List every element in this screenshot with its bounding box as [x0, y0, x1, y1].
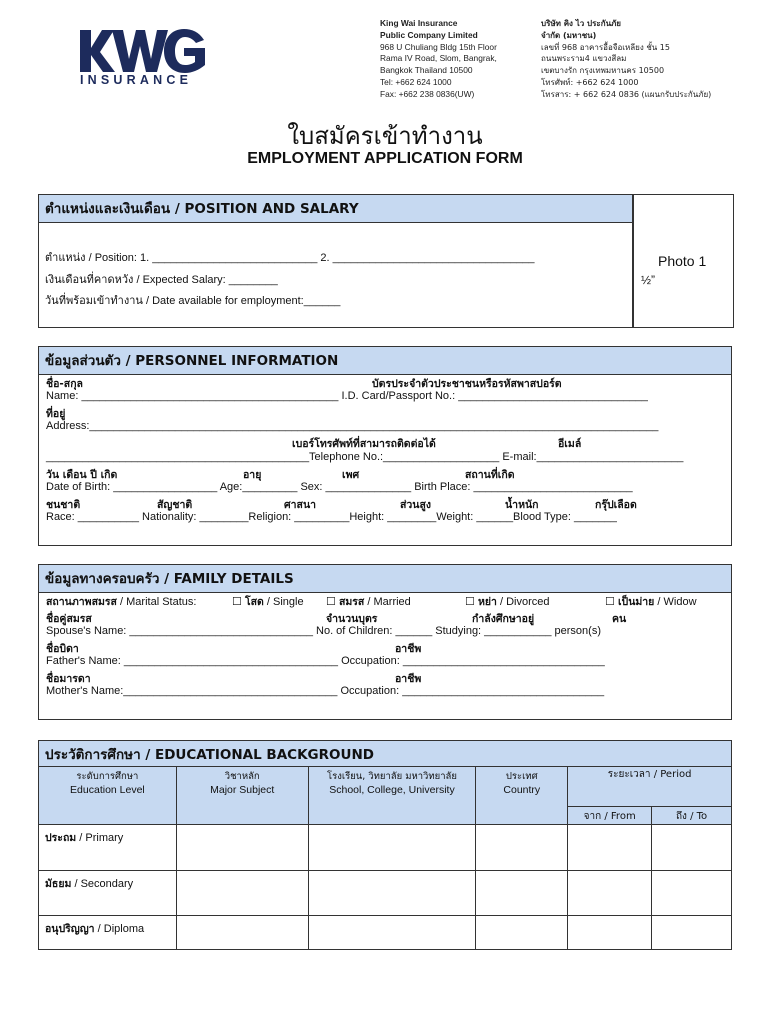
single-option[interactable]: ☐ โสด / Single: [232, 596, 304, 608]
telephone-email-field[interactable]: ___________________________________________Telephone No.:___________________ E-mail:________________________: [46, 451, 684, 463]
position-field[interactable]: ตำแหน่ง / Position: 1. ___________________________ 2. _________________________________: [45, 252, 535, 264]
married-option[interactable]: ☐ สมรส / Married: [326, 596, 411, 608]
label-th-email: อีเมล์: [558, 438, 582, 450]
cell-school[interactable]: [308, 916, 476, 950]
education-header: ประวัติการศึกษา / EDUCATIONAL BACKGROUND: [38, 740, 732, 767]
label-th-studying: กำลังศึกษาอยู่: [472, 613, 535, 625]
label-th-person: คน: [612, 613, 627, 625]
logo-text: INSURANCE: [80, 73, 193, 87]
education-table: [38, 766, 732, 950]
cell-from[interactable]: [568, 916, 652, 950]
cell-from[interactable]: [568, 825, 652, 871]
checkbox-icon[interactable]: ☐: [326, 596, 336, 608]
cell-school[interactable]: [308, 825, 476, 871]
cell-country[interactable]: [476, 825, 568, 871]
cell-country[interactable]: [476, 871, 568, 916]
cell-to[interactable]: [652, 825, 732, 871]
checkbox-icon[interactable]: ☐: [465, 596, 475, 608]
checkbox-icon[interactable]: ☐: [605, 596, 615, 608]
row-label-diploma: อนุปริญญา / Diploma: [39, 916, 177, 950]
form-title-en: EMPLOYMENT APPLICATION FORM: [247, 150, 523, 167]
personnel-header: ข้อมูลส่วนตัว / PERSONNEL INFORMATION: [38, 346, 732, 375]
family-header: ข้อมูลทางครอบครัว / FAMILY DETAILS: [38, 564, 732, 593]
photo-box[interactable]: [632, 194, 734, 328]
label-th-height: ส่วนสูง: [400, 499, 432, 511]
table-row: [39, 916, 732, 950]
label-th-spouse: ชื่อคู่สมรส: [46, 613, 92, 625]
col-to: ถึง / To: [652, 807, 732, 825]
table-row: [39, 825, 732, 871]
col-education-level: ระดับการศึกษา Education Level: [39, 767, 177, 825]
label-th-nationality: สัญชาติ: [157, 499, 193, 511]
photo-size: ½”: [641, 273, 656, 287]
cell-major[interactable]: [176, 916, 308, 950]
address-field[interactable]: Address:_____________________________________________________________________________________________: [46, 420, 659, 432]
company-address-en: King Wai Insurance Public Company Limited 968 U Chuliang Bldg 15th Floor Rama IV Road, Slom, Bangrak, Bangkok Thailand 10500 Tel: +662 624 1000 Fax: +662 238 0836(UW): [380, 18, 497, 99]
label-th-sex: เพศ: [342, 469, 360, 481]
form-title-th: ใบสมัครเข้าทำงาน: [287, 122, 483, 150]
label-th-occupation-father: อาชีพ: [395, 643, 422, 655]
row-label-secondary: มัธยม / Secondary: [39, 871, 177, 916]
label-th-tel: เบอร์โทรศัพท์ที่สามารถติดต่อได้: [292, 438, 436, 450]
label-th-dob: วัน เดือน ปี เกิด: [46, 469, 118, 481]
label-th-children: จำนวนบุตร: [326, 613, 378, 625]
label-th-religion: ศาสนา: [284, 499, 317, 511]
cell-to[interactable]: [652, 871, 732, 916]
photo-label: Photo 1: [658, 253, 707, 269]
label-th-race: ชนชาติ: [46, 499, 81, 511]
cell-from[interactable]: [568, 871, 652, 916]
col-country: ประเทศ Country: [476, 767, 568, 825]
label-th-name: ชื่อ-สกุล: [46, 378, 83, 390]
label-th-birthplace: สถานที่เกิด: [465, 469, 515, 481]
race-field[interactable]: Race: __________ Nationality: ________Religion: _________Height: ________Weight: ______Blood Type: _______: [46, 511, 617, 523]
position-header: ตำแหน่งและเงินเดือน / POSITION AND SALARY: [38, 194, 634, 223]
mother-field[interactable]: Mother's Name:___________________________________ Occupation: _________________________________: [46, 685, 605, 697]
label-th-mother: ชื่อมารดา: [46, 673, 91, 685]
cell-country[interactable]: [476, 916, 568, 950]
company-address-th: บริษัท คิง ไว ประกันภัย จำกัด (มหาชน) เลขที่ 968 อาคารอื้อจือเหลียง ชั้น 15 ถนนพระราม4 แขวงสีลม เขตบางรัก กรุงเทพมหานคร 10500 โทรศัพท์: +662 624 1000 โทรสาร: + 662 624 0836 (แผนกรับประกันภัย): [541, 19, 712, 99]
label-th-age: อายุ: [243, 469, 262, 481]
row-label-primary: ประถม / Primary: [39, 825, 177, 871]
label-th-father: ชื่อบิดา: [46, 643, 79, 655]
marital-status-row: สถานภาพสมรส / Marital Status:: [46, 596, 197, 608]
cell-to[interactable]: [652, 916, 732, 950]
name-id-field[interactable]: Name: __________________________________________ I.D. Card/Passport No.: _______________________________: [46, 390, 648, 402]
label-th-weight: น้ำหนัก: [505, 499, 539, 511]
table-row: [39, 871, 732, 916]
col-school: โรงเรียน, วิทยาลัย มหาวิทยาลัย School, College, University: [308, 767, 476, 825]
date-available-field[interactable]: วันที่พร้อมเข้าทำงาน / Date available for employment:______: [45, 295, 341, 307]
checkbox-icon[interactable]: ☐: [232, 596, 242, 608]
label-th-occupation-mother: อาชีพ: [395, 673, 422, 685]
dob-field[interactable]: Date of Birth: _________________ Age:_________ Sex: ______________ Birth Place: __________________________: [46, 481, 633, 493]
label-th-id: บัตรประจำตัวประชาชนหรือรหัสพาสปอร์ต: [372, 378, 562, 390]
widow-option[interactable]: ☐ เป็นม่าย / Widow: [605, 596, 697, 608]
col-period: ระยะเวลา / Period: [568, 767, 732, 807]
cell-major[interactable]: [176, 825, 308, 871]
col-major-subject: วิชาหลัก Major Subject: [176, 767, 308, 825]
expected-salary-field[interactable]: เงินเดือนที่คาดหวัง / Expected Salary: ________: [45, 274, 278, 286]
label-th-address: ที่อยู่: [46, 408, 66, 420]
cell-major[interactable]: [176, 871, 308, 916]
spouse-field[interactable]: Spouse's Name: ______________________________ No. of Children: ______ Studying: ___________ person(s): [46, 625, 601, 637]
label-th-blood: กรุ๊ปเลือด: [595, 499, 637, 511]
cell-school[interactable]: [308, 871, 476, 916]
col-from: จาก / From: [568, 807, 652, 825]
father-field[interactable]: Father's Name: ___________________________________ Occupation: _________________________________: [46, 655, 605, 667]
divorced-option[interactable]: ☐ หย่า / Divorced: [465, 596, 550, 608]
